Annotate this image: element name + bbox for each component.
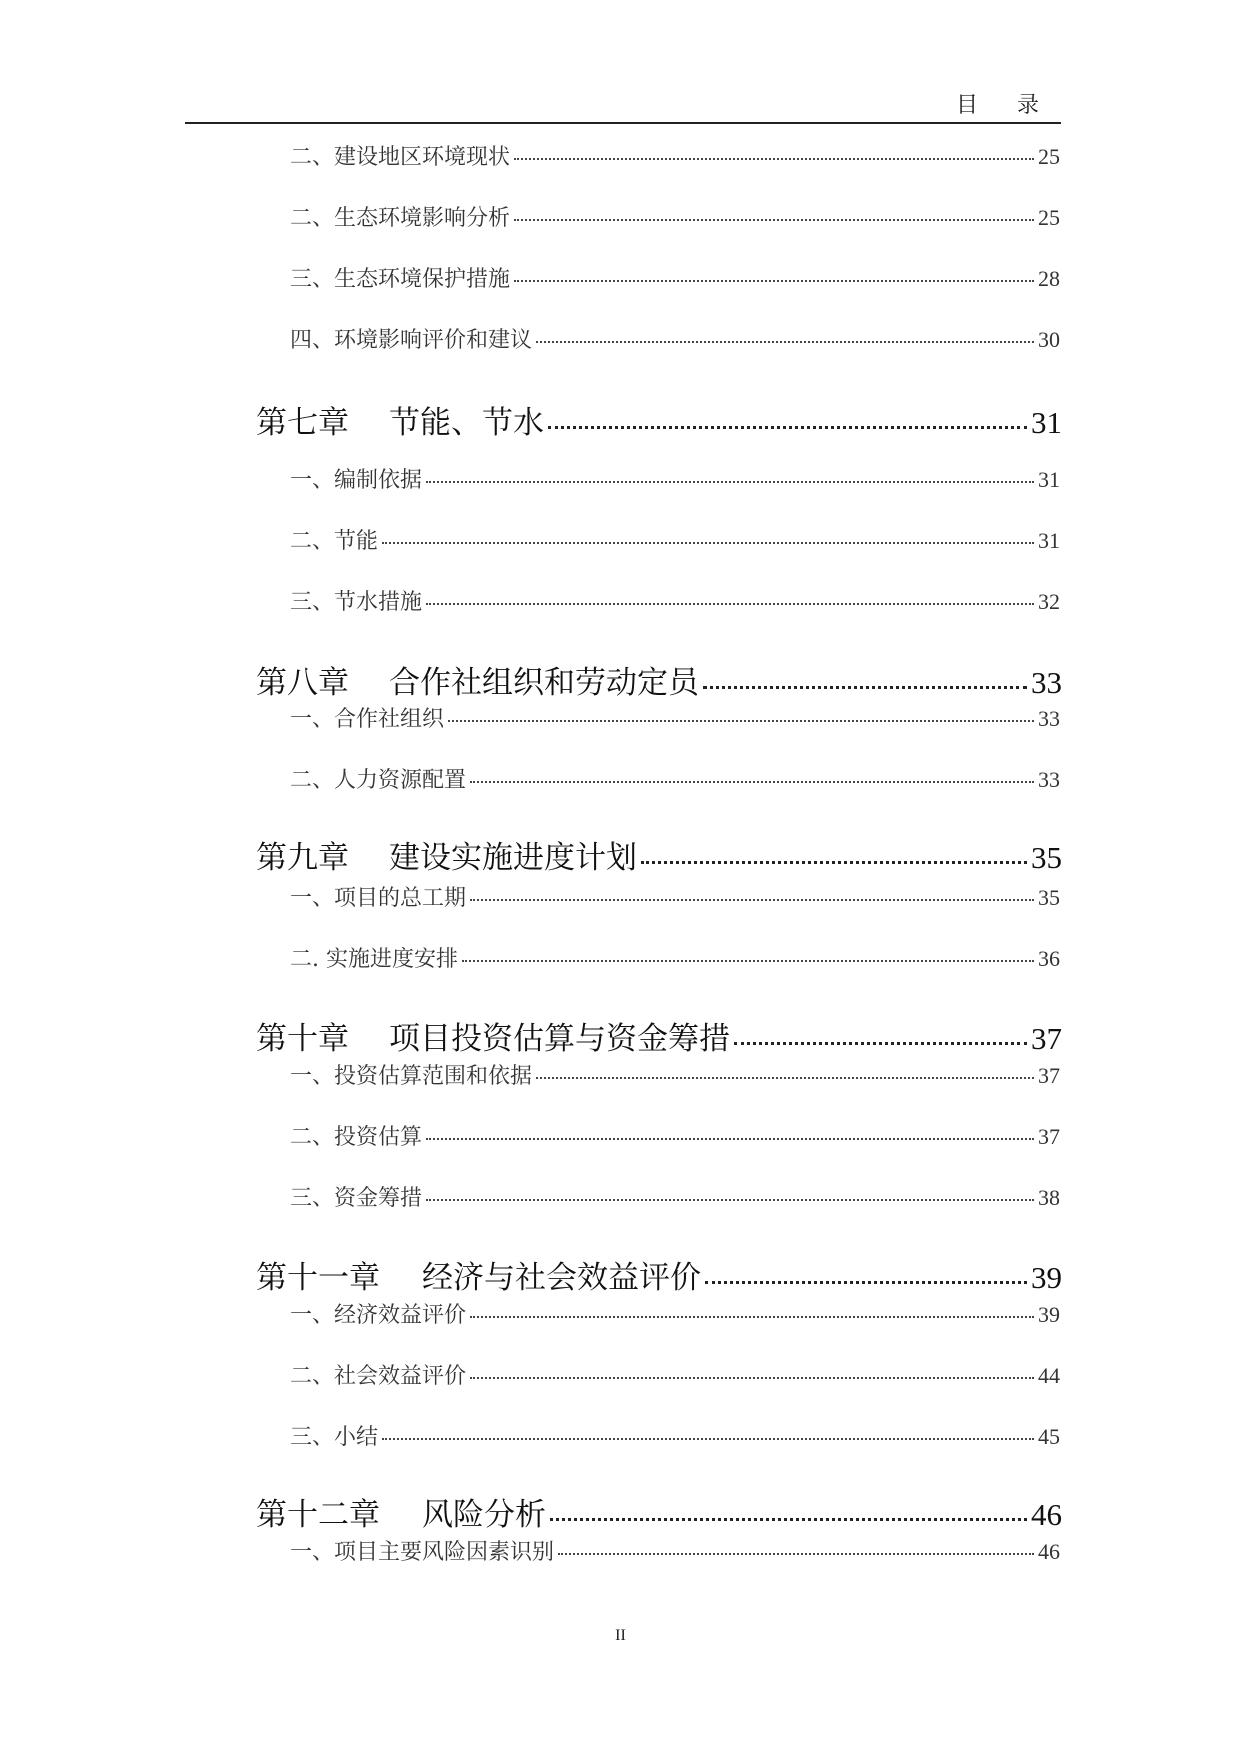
toc-section-entry[interactable] (290, 1420, 1060, 1451)
toc-chapter-entry[interactable] (256, 832, 1062, 877)
toc-section-entry[interactable] (290, 585, 1060, 616)
toc-section-entry[interactable] (290, 323, 1060, 354)
section-title: 一、投资估算范围和依据 (290, 1064, 533, 1089)
dot-leader (734, 1042, 1027, 1045)
toc-chapter-entry[interactable] (256, 397, 1062, 442)
toc-section-entry[interactable] (290, 524, 1060, 555)
page-ref: 39 (1031, 1260, 1062, 1295)
chapter-number: 第八章 (256, 665, 349, 701)
page-ref: 44 (1038, 1363, 1060, 1388)
toc-section-entry[interactable] (290, 1298, 1060, 1329)
chapter-name: 合作社组织和劳动定员 (389, 665, 699, 701)
toc-section-entry[interactable] (290, 140, 1060, 171)
toc-section-entry[interactable] (290, 702, 1060, 733)
chapter-title (256, 657, 699, 702)
page-ref: 35 (1031, 840, 1062, 875)
toc-chapter-entry[interactable] (256, 1489, 1062, 1534)
dot-leader (426, 481, 1034, 483)
toc-section-entry[interactable] (290, 1120, 1060, 1151)
dot-leader (382, 542, 1034, 544)
toc-section-entry[interactable] (290, 201, 1060, 232)
page-ref: 33 (1038, 706, 1060, 731)
dot-leader (382, 1438, 1034, 1440)
dot-leader (705, 1281, 1027, 1284)
toc-chapter-entry[interactable] (256, 1013, 1062, 1058)
dot-leader (470, 1316, 1034, 1318)
dot-leader (470, 781, 1034, 783)
chapter-title (256, 1489, 546, 1534)
toc-chapter-entry[interactable] (256, 1252, 1062, 1297)
dot-leader (426, 1138, 1034, 1140)
section-title: 一、编制依据 (290, 468, 423, 493)
chapter-number: 第十二章 (256, 1497, 380, 1533)
toc-section-entry[interactable] (290, 262, 1060, 293)
section-title: 四、环境影响评价和建议 (290, 328, 533, 353)
page-ref: 45 (1038, 1424, 1060, 1449)
section-title: 三、资金筹措 (290, 1186, 423, 1211)
chapter-name: 经济与社会效益评价 (422, 1260, 701, 1296)
chapter-title (256, 1252, 701, 1297)
page-ref: 37 (1031, 1021, 1062, 1056)
toc-section-entry[interactable] (290, 763, 1060, 794)
toc-section-entry[interactable] (290, 1059, 1060, 1090)
toc-section-entry[interactable] (290, 942, 1060, 973)
section-title: 二、社会效益评价 (290, 1364, 467, 1389)
chapter-number: 第七章 (256, 405, 349, 441)
page-ref: 35 (1038, 885, 1060, 910)
dot-leader (426, 603, 1034, 605)
chapter-name: 节能、节水 (389, 405, 544, 441)
toc-section-entry[interactable] (290, 463, 1060, 494)
page-ref: 33 (1038, 767, 1060, 792)
dot-leader (462, 960, 1034, 962)
dot-leader (514, 280, 1034, 282)
toc-section-entry[interactable] (290, 1181, 1060, 1212)
page-ref: 32 (1038, 589, 1060, 614)
page-ref: 46 (1031, 1497, 1062, 1532)
chapter-name: 风险分析 (422, 1497, 546, 1533)
section-title: 三、小结 (290, 1425, 379, 1450)
page-ref: 25 (1038, 205, 1060, 230)
dot-leader (558, 1553, 1034, 1555)
section-title: 二、人力资源配置 (290, 768, 467, 793)
page-ref: 25 (1038, 144, 1060, 169)
section-title: 一、经济效益评价 (290, 1303, 467, 1328)
section-title: 二、投资估算 (290, 1125, 423, 1150)
toc-section-entry[interactable] (290, 1535, 1060, 1566)
chapter-number: 第十章 (256, 1021, 349, 1057)
toc-section-entry[interactable] (290, 881, 1060, 912)
page-ref: 37 (1038, 1063, 1060, 1088)
page-ref: 28 (1038, 266, 1060, 291)
dot-leader (641, 861, 1027, 864)
dot-leader (536, 1077, 1034, 1079)
dot-leader (470, 899, 1034, 901)
chapter-name: 建设实施进度计划 (389, 840, 637, 876)
section-title: 二、节能 (290, 529, 379, 554)
page-number: II (615, 1627, 626, 1644)
section-title: 二、生态环境影响分析 (290, 206, 511, 231)
page-ref: 31 (1038, 528, 1060, 553)
page-ref: 39 (1038, 1302, 1060, 1327)
chapter-number: 第十一章 (256, 1260, 380, 1296)
dot-leader (536, 341, 1034, 343)
section-title: 三、节水措施 (290, 590, 423, 615)
section-title: 二. 实施进度安排 (290, 947, 458, 972)
section-title: 一、项目的总工期 (290, 886, 467, 911)
section-title: 一、项目主要风险因素识别 (290, 1540, 555, 1565)
section-title: 二、建设地区环境现状 (290, 145, 511, 170)
page-ref: 36 (1038, 946, 1060, 971)
page-ref: 46 (1038, 1539, 1060, 1564)
dot-leader (514, 219, 1034, 221)
dot-leader (448, 720, 1034, 722)
section-title: 一、合作社组织 (290, 707, 445, 732)
dot-leader (703, 686, 1027, 689)
chapter-number: 第九章 (256, 840, 349, 876)
toc-section-entry[interactable] (290, 1359, 1060, 1390)
dot-leader (470, 1377, 1034, 1379)
page-ref: 37 (1038, 1124, 1060, 1149)
dot-leader (550, 1518, 1027, 1521)
dot-leader (548, 426, 1027, 429)
chapter-title (256, 832, 637, 877)
page-ref: 38 (1038, 1185, 1060, 1210)
page-ref: 33 (1031, 665, 1062, 700)
chapter-name: 项目投资估算与资金筹措 (389, 1021, 730, 1057)
chapter-title (256, 1013, 730, 1058)
toc-title: 目 录 (956, 93, 1055, 118)
chapter-title (256, 397, 544, 442)
dot-leader (514, 158, 1034, 160)
page-ref: 31 (1038, 467, 1060, 492)
section-title: 三、生态环境保护措施 (290, 267, 511, 292)
page-ref: 31 (1031, 405, 1062, 440)
toc-chapter-entry[interactable] (256, 657, 1062, 702)
page-ref: 30 (1038, 327, 1060, 352)
dot-leader (426, 1199, 1034, 1201)
